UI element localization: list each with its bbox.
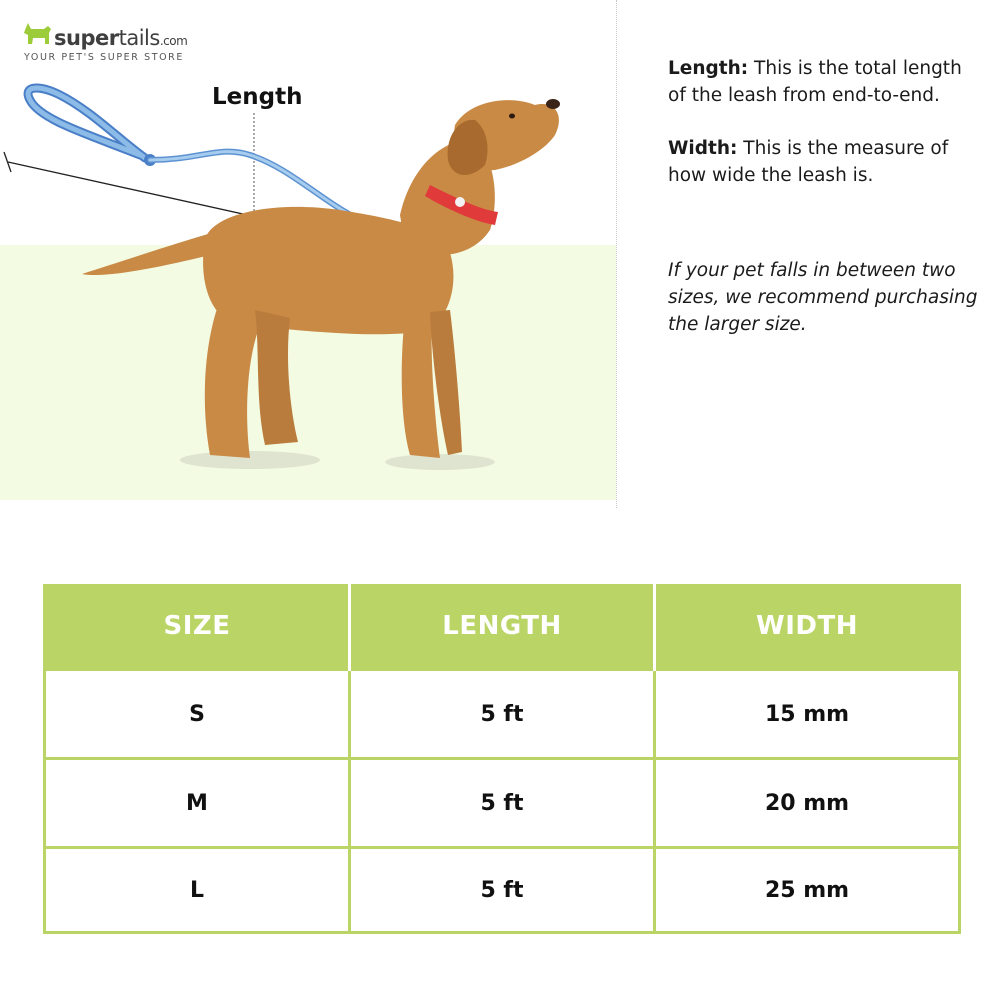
width-description: This is the measure of how wide the leash is. <box>668 138 949 186</box>
length-diagram-label: Length <box>212 84 303 110</box>
cell-width: 20 mm <box>655 759 960 848</box>
cell-length: 5 ft <box>350 848 655 933</box>
cell-length: 5 ft <box>350 759 655 848</box>
ground-shadow <box>180 451 320 469</box>
table-row <box>45 759 960 848</box>
cell-length: 5 ft <box>350 670 655 759</box>
brand-name-suffix: .com <box>159 34 188 48</box>
size-recommendation-note: If your pet falls in between two sizes, we recommend purchasing the larger size. <box>668 260 978 335</box>
width-term: Width: <box>668 138 738 159</box>
dog <box>82 99 560 458</box>
table-row <box>45 848 960 933</box>
brand-name-bold: super <box>54 26 119 50</box>
table-header-row <box>45 584 960 670</box>
length-term: Length: <box>668 58 749 79</box>
size-chart-table <box>43 584 961 934</box>
cell-width: 15 mm <box>655 670 960 759</box>
cell-width: 25 mm <box>655 848 960 933</box>
brand-tagline: YOUR PET'S SUPER STORE <box>24 52 184 63</box>
header-width: WIDTH <box>655 584 960 670</box>
width-definition <box>668 135 978 189</box>
cell-size: L <box>45 848 350 933</box>
brand-name-light: tails <box>118 26 160 50</box>
length-description: This is the total length of the leash from end-to-end. <box>668 58 962 106</box>
cell-size: S <box>45 670 350 759</box>
header-length: LENGTH <box>350 584 655 670</box>
header-size: SIZE <box>45 584 350 670</box>
vertical-divider <box>616 0 617 508</box>
dog-leash-illustration <box>0 0 616 500</box>
cell-size: M <box>45 759 350 848</box>
ground-shadow <box>385 454 495 470</box>
table-row <box>45 670 960 759</box>
length-definition <box>668 55 978 109</box>
